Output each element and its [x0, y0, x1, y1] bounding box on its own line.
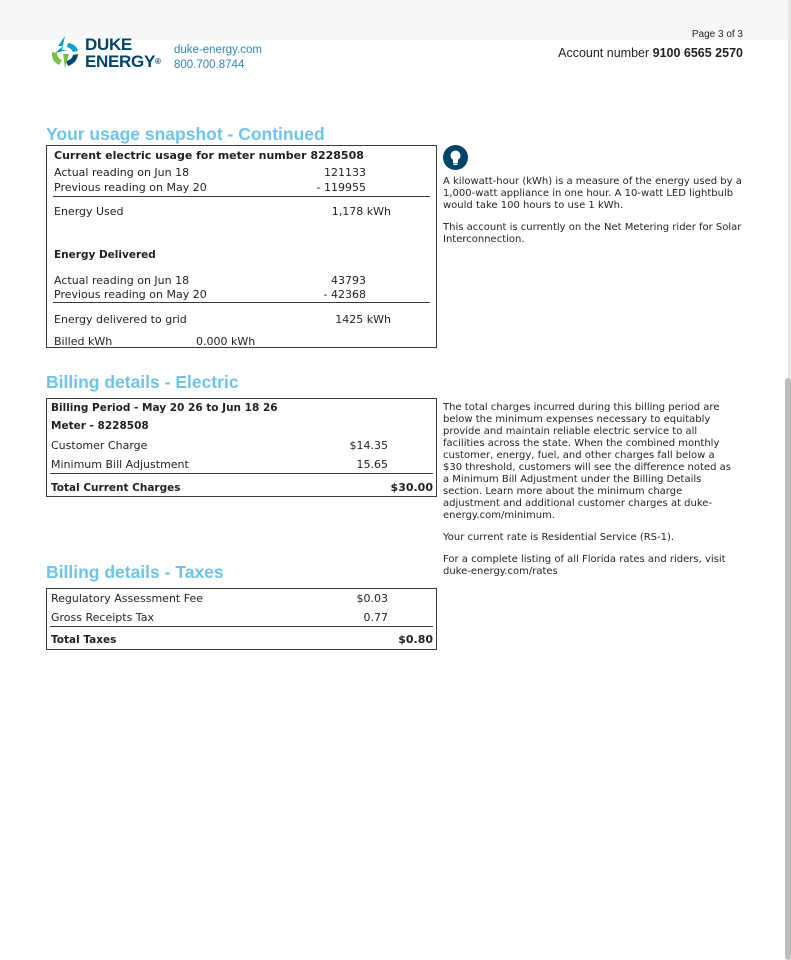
rates-listing-note: For a complete listing of all Florida rates and riders, visit duke-energy.com/rates — [443, 554, 726, 577]
minimum-bill-label: Minimum Bill Adjustment — [51, 458, 189, 471]
usage-section-title: Your usage snapshot - Continued — [46, 124, 325, 144]
page-info — [558, 29, 743, 60]
delivered-actual-value: 43793 — [331, 274, 366, 287]
minimum-bill-explanation: The total charges incurred during this billing period are below the minimum expenses necessary to equitably provide and maintain reliable electric service to all facilities across the state. When the combined monthly customer, energy, fuel, and other charges fall below a $30 threshold, customers will see the difference noted as a Minimum Bill Adjustment under the Billing Details section. Learn more about the minimum charge adjustment and additional customer charges at duke- energy.com/minimum. — [443, 402, 731, 521]
regulatory-fee-value: $0.03 — [356, 592, 388, 605]
total-taxes-value: $0.80 — [398, 633, 433, 646]
previous-reading-label: Previous reading on May 20 — [54, 181, 207, 194]
delivered-grid-label: Energy delivered to grid — [54, 313, 187, 326]
divider — [50, 473, 433, 474]
page-number: Page 3 of 3 — [691, 29, 743, 40]
taxes-section-title: Billing details - Taxes — [46, 562, 224, 582]
customer-charge-value: $14.35 — [349, 439, 388, 452]
delivered-previous-value: - 42368 — [323, 288, 366, 301]
website-link[interactable]: duke-energy.com — [174, 44, 262, 56]
logo-wordmark-line2: ENERGY® — [85, 52, 161, 71]
previous-reading-value: - 119955 — [316, 181, 366, 194]
duke-energy-logo[interactable] — [49, 33, 169, 73]
kwh-explanation: A kilowatt-hour (kWh) is a measure of the energy used by a 1,000-watt appliance in one hour. A 10-watt LED lightbulb would take 100 hours to use 1 kWh. — [443, 176, 742, 211]
total-taxes-label: Total Taxes — [51, 634, 117, 646]
total-current-charges-label: Total Current Charges — [51, 482, 181, 494]
logo-wordmark-line1: DUKE — [85, 35, 132, 54]
phone-number[interactable]: 800.700.8744 — [174, 59, 245, 71]
energy-used-value: 1,178 kWh — [331, 205, 391, 218]
divider — [53, 302, 430, 303]
meter-heading: Current electric usage for meter number 8228508 — [54, 149, 364, 162]
electric-note — [443, 402, 736, 588]
actual-reading-label: Actual reading on Jun 18 — [54, 166, 190, 179]
energy-used-label: Energy Used — [54, 205, 124, 218]
gross-receipts-label: Gross Receipts Tax — [51, 611, 154, 624]
delivered-actual-label: Actual reading on Jun 18 — [54, 274, 190, 287]
usage-table — [46, 145, 437, 348]
duke-energy-logo-icon — [49, 34, 83, 70]
billed-kwh-value: 0.000 kWh — [196, 335, 256, 348]
account-number: 9100 6565 2570 — [652, 46, 743, 60]
divider — [53, 196, 430, 197]
billing-period: Billing Period - May 20 26 to Jun 18 26 — [51, 402, 278, 414]
actual-reading-value: 121133 — [324, 166, 366, 179]
lightbulb-icon — [443, 145, 468, 170]
billed-kwh-label: Billed kWh — [54, 335, 113, 348]
contact-info — [174, 43, 262, 73]
electric-section-title: Billing details - Electric — [46, 372, 239, 392]
electric-table — [46, 398, 437, 497]
total-current-charges-value: $30.00 — [390, 481, 433, 494]
divider — [50, 626, 433, 627]
minimum-bill-value: 15.65 — [356, 458, 388, 471]
gross-receipts-value: 0.77 — [363, 611, 388, 624]
account-number-line — [558, 46, 743, 60]
meter-number: Meter - 8228508 — [51, 420, 149, 432]
scrollbar[interactable] — [785, 378, 791, 960]
lightbulb-icon-glyph — [443, 145, 468, 170]
taxes-table — [46, 588, 437, 650]
usage-note — [443, 176, 743, 256]
energy-delivered-heading: Energy Delivered — [54, 249, 156, 261]
regulatory-fee-label: Regulatory Assessment Fee — [51, 592, 203, 605]
delivered-grid-value: 1425 kWh — [335, 313, 391, 326]
net-metering-note: This account is currently on the Net Metering rider for Solar Interconnection. — [443, 222, 742, 245]
current-rate: Your current rate is Residential Service (RS-1). — [443, 532, 675, 543]
delivered-previous-label: Previous reading on May 20 — [54, 288, 207, 301]
customer-charge-label: Customer Charge — [51, 439, 148, 452]
account-label: Account number — [558, 46, 650, 60]
